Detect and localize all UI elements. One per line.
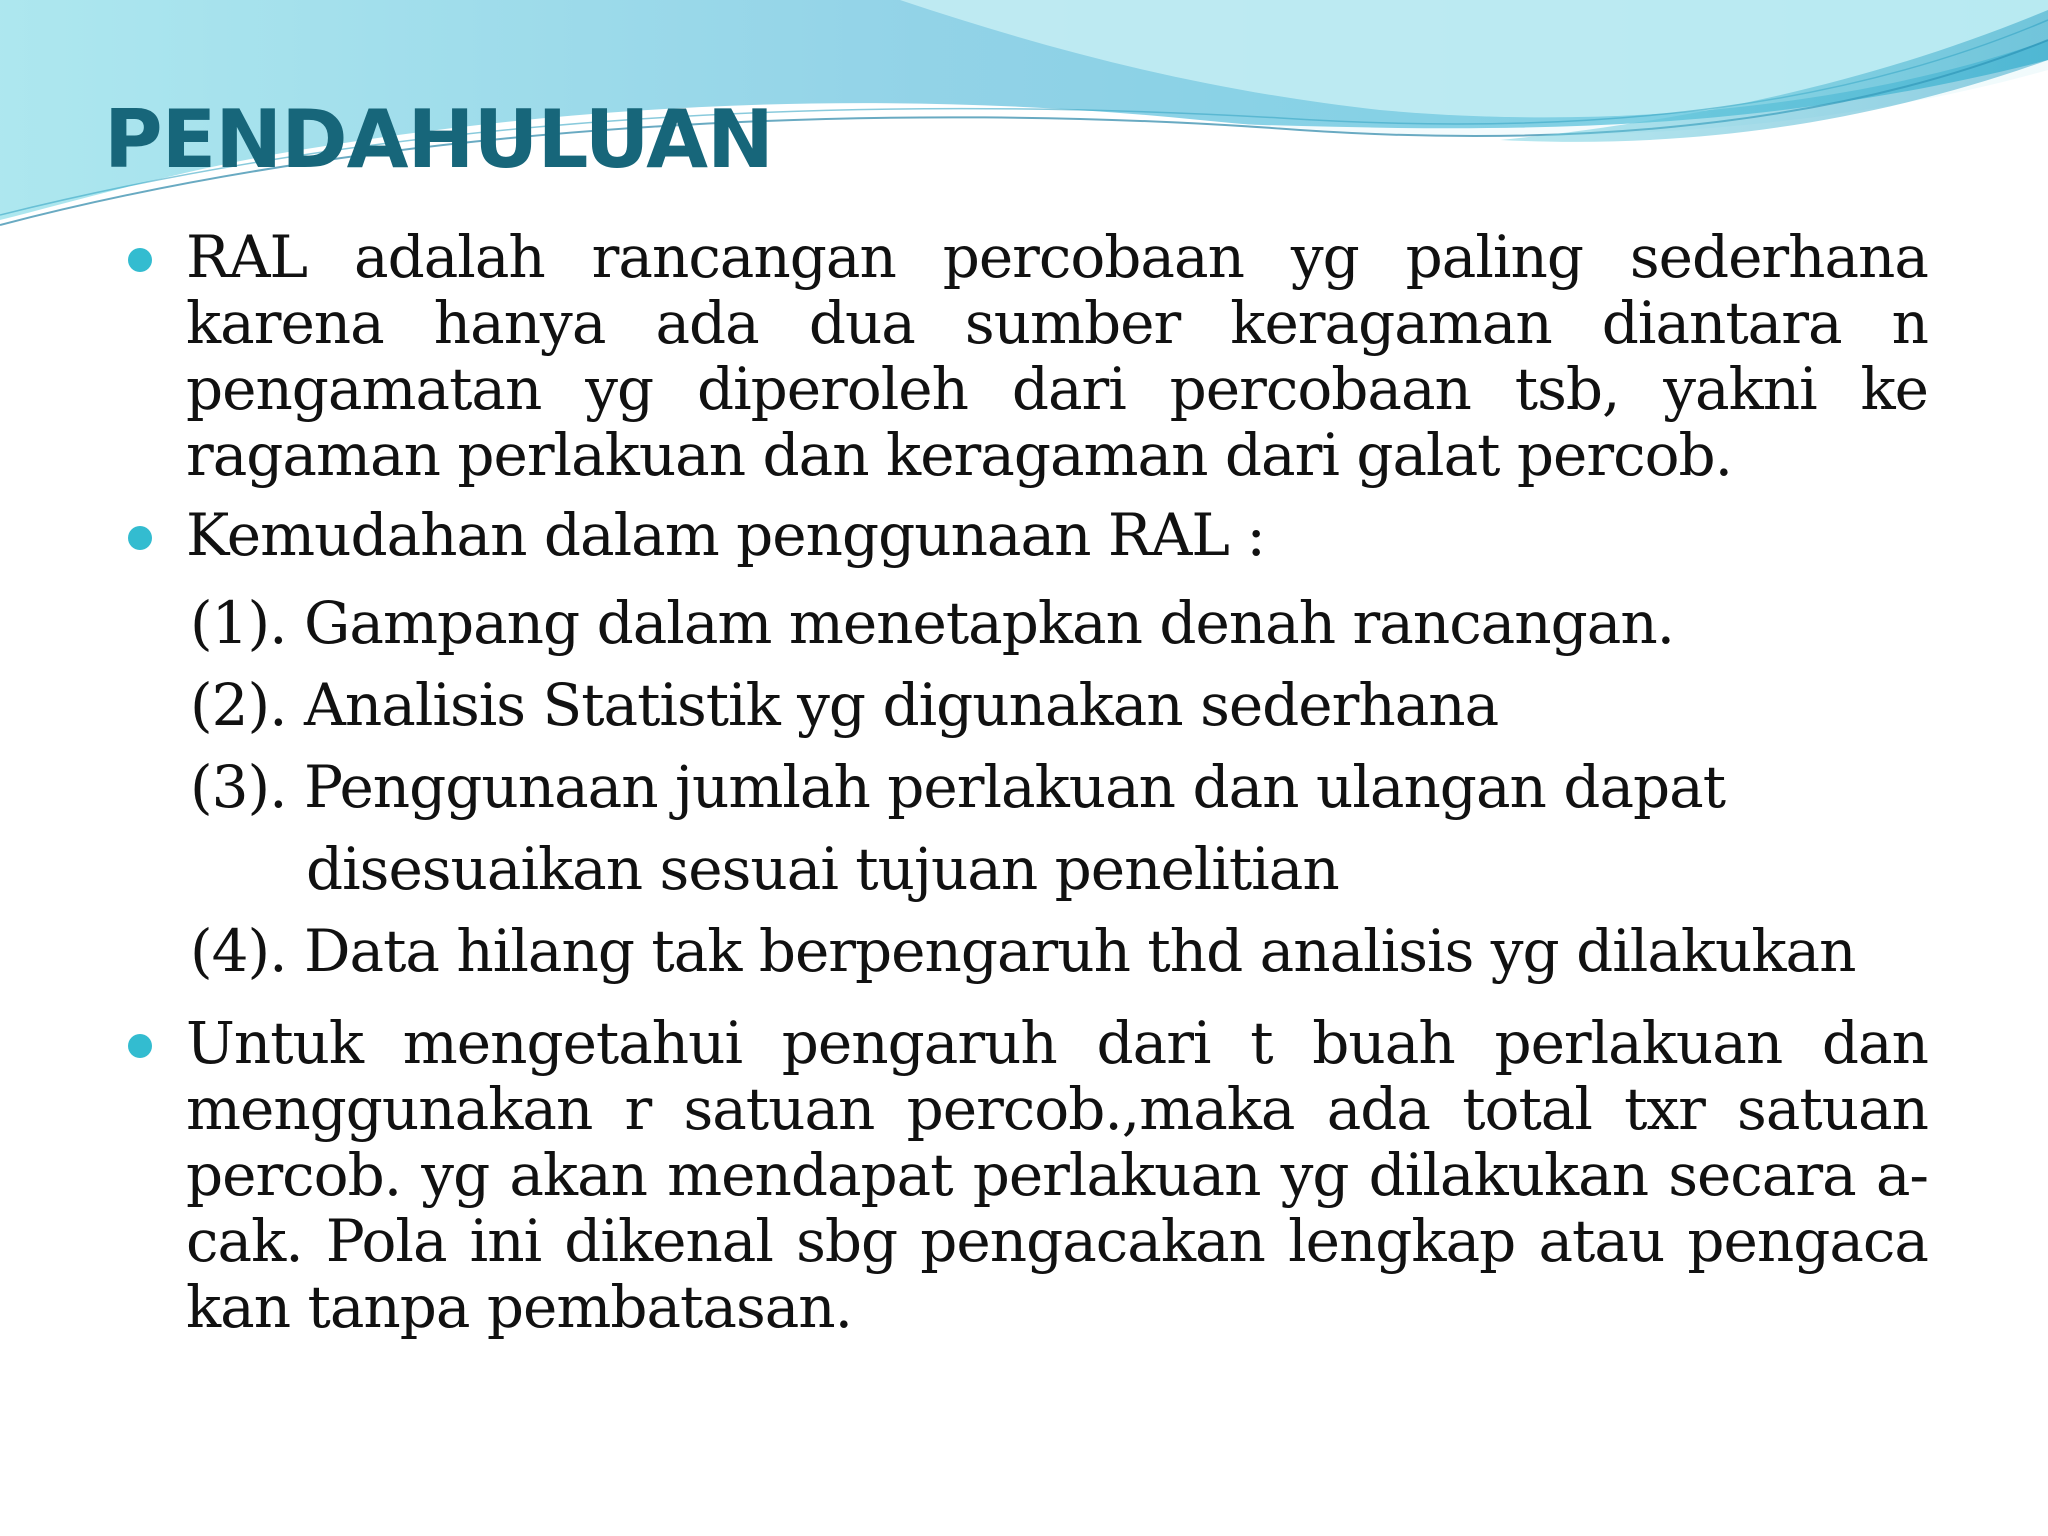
bullet-list [128, 224, 1928, 1340]
sub-list-item-text: (3). Penggunaan jumlah perlakuan dan ulangan dapat [190, 753, 1726, 821]
bullet-dot-icon [128, 526, 152, 550]
bullet-dot-icon [128, 248, 152, 272]
bullet-text: Untuk mengetahui pengaruh dari t buah perlakuan dan menggunakan r satuan percob.,maka ada total txr satuan percob. yg akan mendapat perlakuan yg dilakukan secara a-cak. Pola ini dikenal sbg pengacakan lengkap atau pengaca kan tanpa pembatasan. [186, 1009, 1928, 1341]
sub-list-item-continuation: disesuaikan sesuai tujuan penelitian [306, 835, 1339, 903]
sub-list-item: (4). Data hilang tak berpengaruh thd analisis yg dilakukan [190, 917, 1856, 985]
sub-list-item [190, 746, 1928, 910]
bullet-text: Kemudahan dalam penggunaan RAL : [186, 501, 1265, 569]
sub-list [128, 582, 1928, 992]
bullet-item [128, 502, 1928, 568]
bullet-text: RAL adalah rancangan percobaan yg paling sederhana karena hanya ada dua sumber keragaman diantara n pengamatan yg diperoleh dari percobaan tsb, yakni ke ragaman perlakuan dan keragaman dari galat percob. [186, 223, 1928, 489]
bullet-dot-icon [128, 1034, 152, 1058]
sub-list-item: (1). Gampang dalam menetapkan denah rancangan. [190, 589, 1675, 657]
slide-title: PENDAHULUAN [104, 93, 773, 186]
bullet-item [128, 224, 1928, 488]
sub-list-item: (2). Analisis Statistik yg digunakan sederhana [190, 671, 1499, 739]
bullet-item [128, 1010, 1928, 1340]
